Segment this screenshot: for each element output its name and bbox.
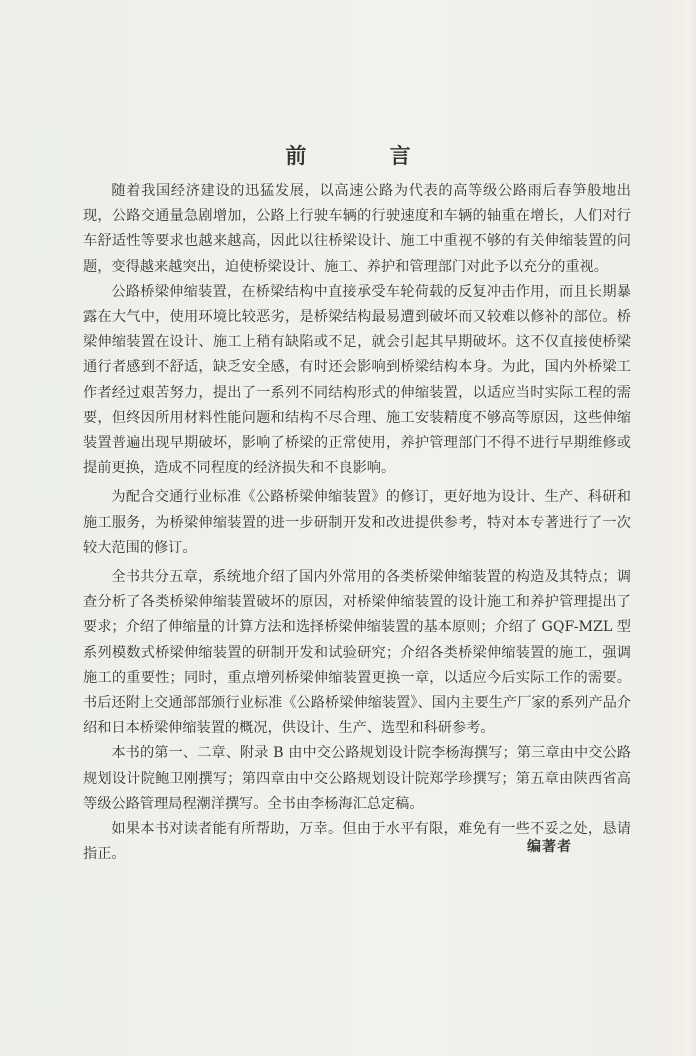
preface-body: [83, 179, 631, 867]
paragraph-3: 为配合交通行业标准《公路桥梁伸缩装置》的修订，更好地为设计、生产、科研和施工服务，为桥梁伸缩装置的进一步研制开发和改进提供参考，特对本专著进行了一次较大范围的修订。: [83, 489, 631, 556]
paragraph-6: 如果本书对读者能有所帮助，万幸。但由于水平有限，难免有一些不妥之处，恳请指正。: [83, 821, 631, 863]
paragraph-2: 公路桥梁伸缩装置，在桥梁结构中直接承受车轮荷载的反复冲击作用，而且长期暴露在大气中，使用环境比较恶劣，是桥梁结构最易遭到破坏而又较难以修补的部位。桥梁伸缩装置在设计、施工上稍有缺陷或不足，就会引起其早期破坏。这不仅直接使桥梁通行者感到不舒适，缺乏安全感，有时还会影响到桥梁结构本身。为此，国内外桥梁工作者经过艰苦努力，提出了一系列不同结构形式的伸缩装置，以适应当时实际工程的需要，但终因所用材料性能问题和结构不尽合理、施工安装精度不够高等原因，这些伸缩装置普遍出现早期破坏，影响了桥梁的正常使用，养护管理部门不得不进行早期维修或提前更换，造成不同程度的经济损失和不良影响。: [83, 283, 631, 477]
page-title: 前 言: [285, 144, 449, 168]
author-signature: 编著者: [527, 839, 572, 855]
paragraph-1: 随着我国经济建设的迅猛发展，以高速公路为代表的高等级公路雨后春笋般地出现，公路交通量急剧增加，公路上行驶车辆的行驶速度和车辆的轴重在增长，人们对行车舒适性等要求也越来越高，因此以往桥梁设计、施工中重视不够的有关伸缩装置的问题，变得越来越突出，迫使桥梁设计、施工、养护和管理部门对此予以充分的重视。: [83, 183, 631, 275]
paragraph-4: 全书共分五章，系统地介绍了国内外常用的各类桥梁伸缩装置的构造及其特点；调查分析了各类桥梁伸缩装置破坏的原因，对桥梁伸缩装置的设计施工和养护管理提出了要求；介绍了伸缩量的计算方法和选择桥梁伸缩装置的基本原则；介绍了 GQF-MZL 型系列模数式桥梁伸缩装置的研制开发和试验研究；介绍各类桥梁伸缩装置的施工，强调施工的重要性；同时，重点增列桥梁伸缩装置更换一章，以适应今后实际工作的需要。书后还附上交通部部颁行业标准《公路桥梁伸缩装置》、国内主要生产厂家的系列产品介绍和日本桥梁伸缩装置的概况，供设计、生产、选型和科研参考。: [83, 569, 631, 737]
paragraph-5: 本书的第一、二章、附录 B 由中交公路规划设计院李杨海撰写；第三章由中交公路规划设计院鲍卫刚撰写；第四章由中交公路规划设计院郑学珍撰写；第五章由陕西省高等级公路管理局程潮洋撰写。全书由李杨海汇总定稿。: [83, 745, 631, 812]
